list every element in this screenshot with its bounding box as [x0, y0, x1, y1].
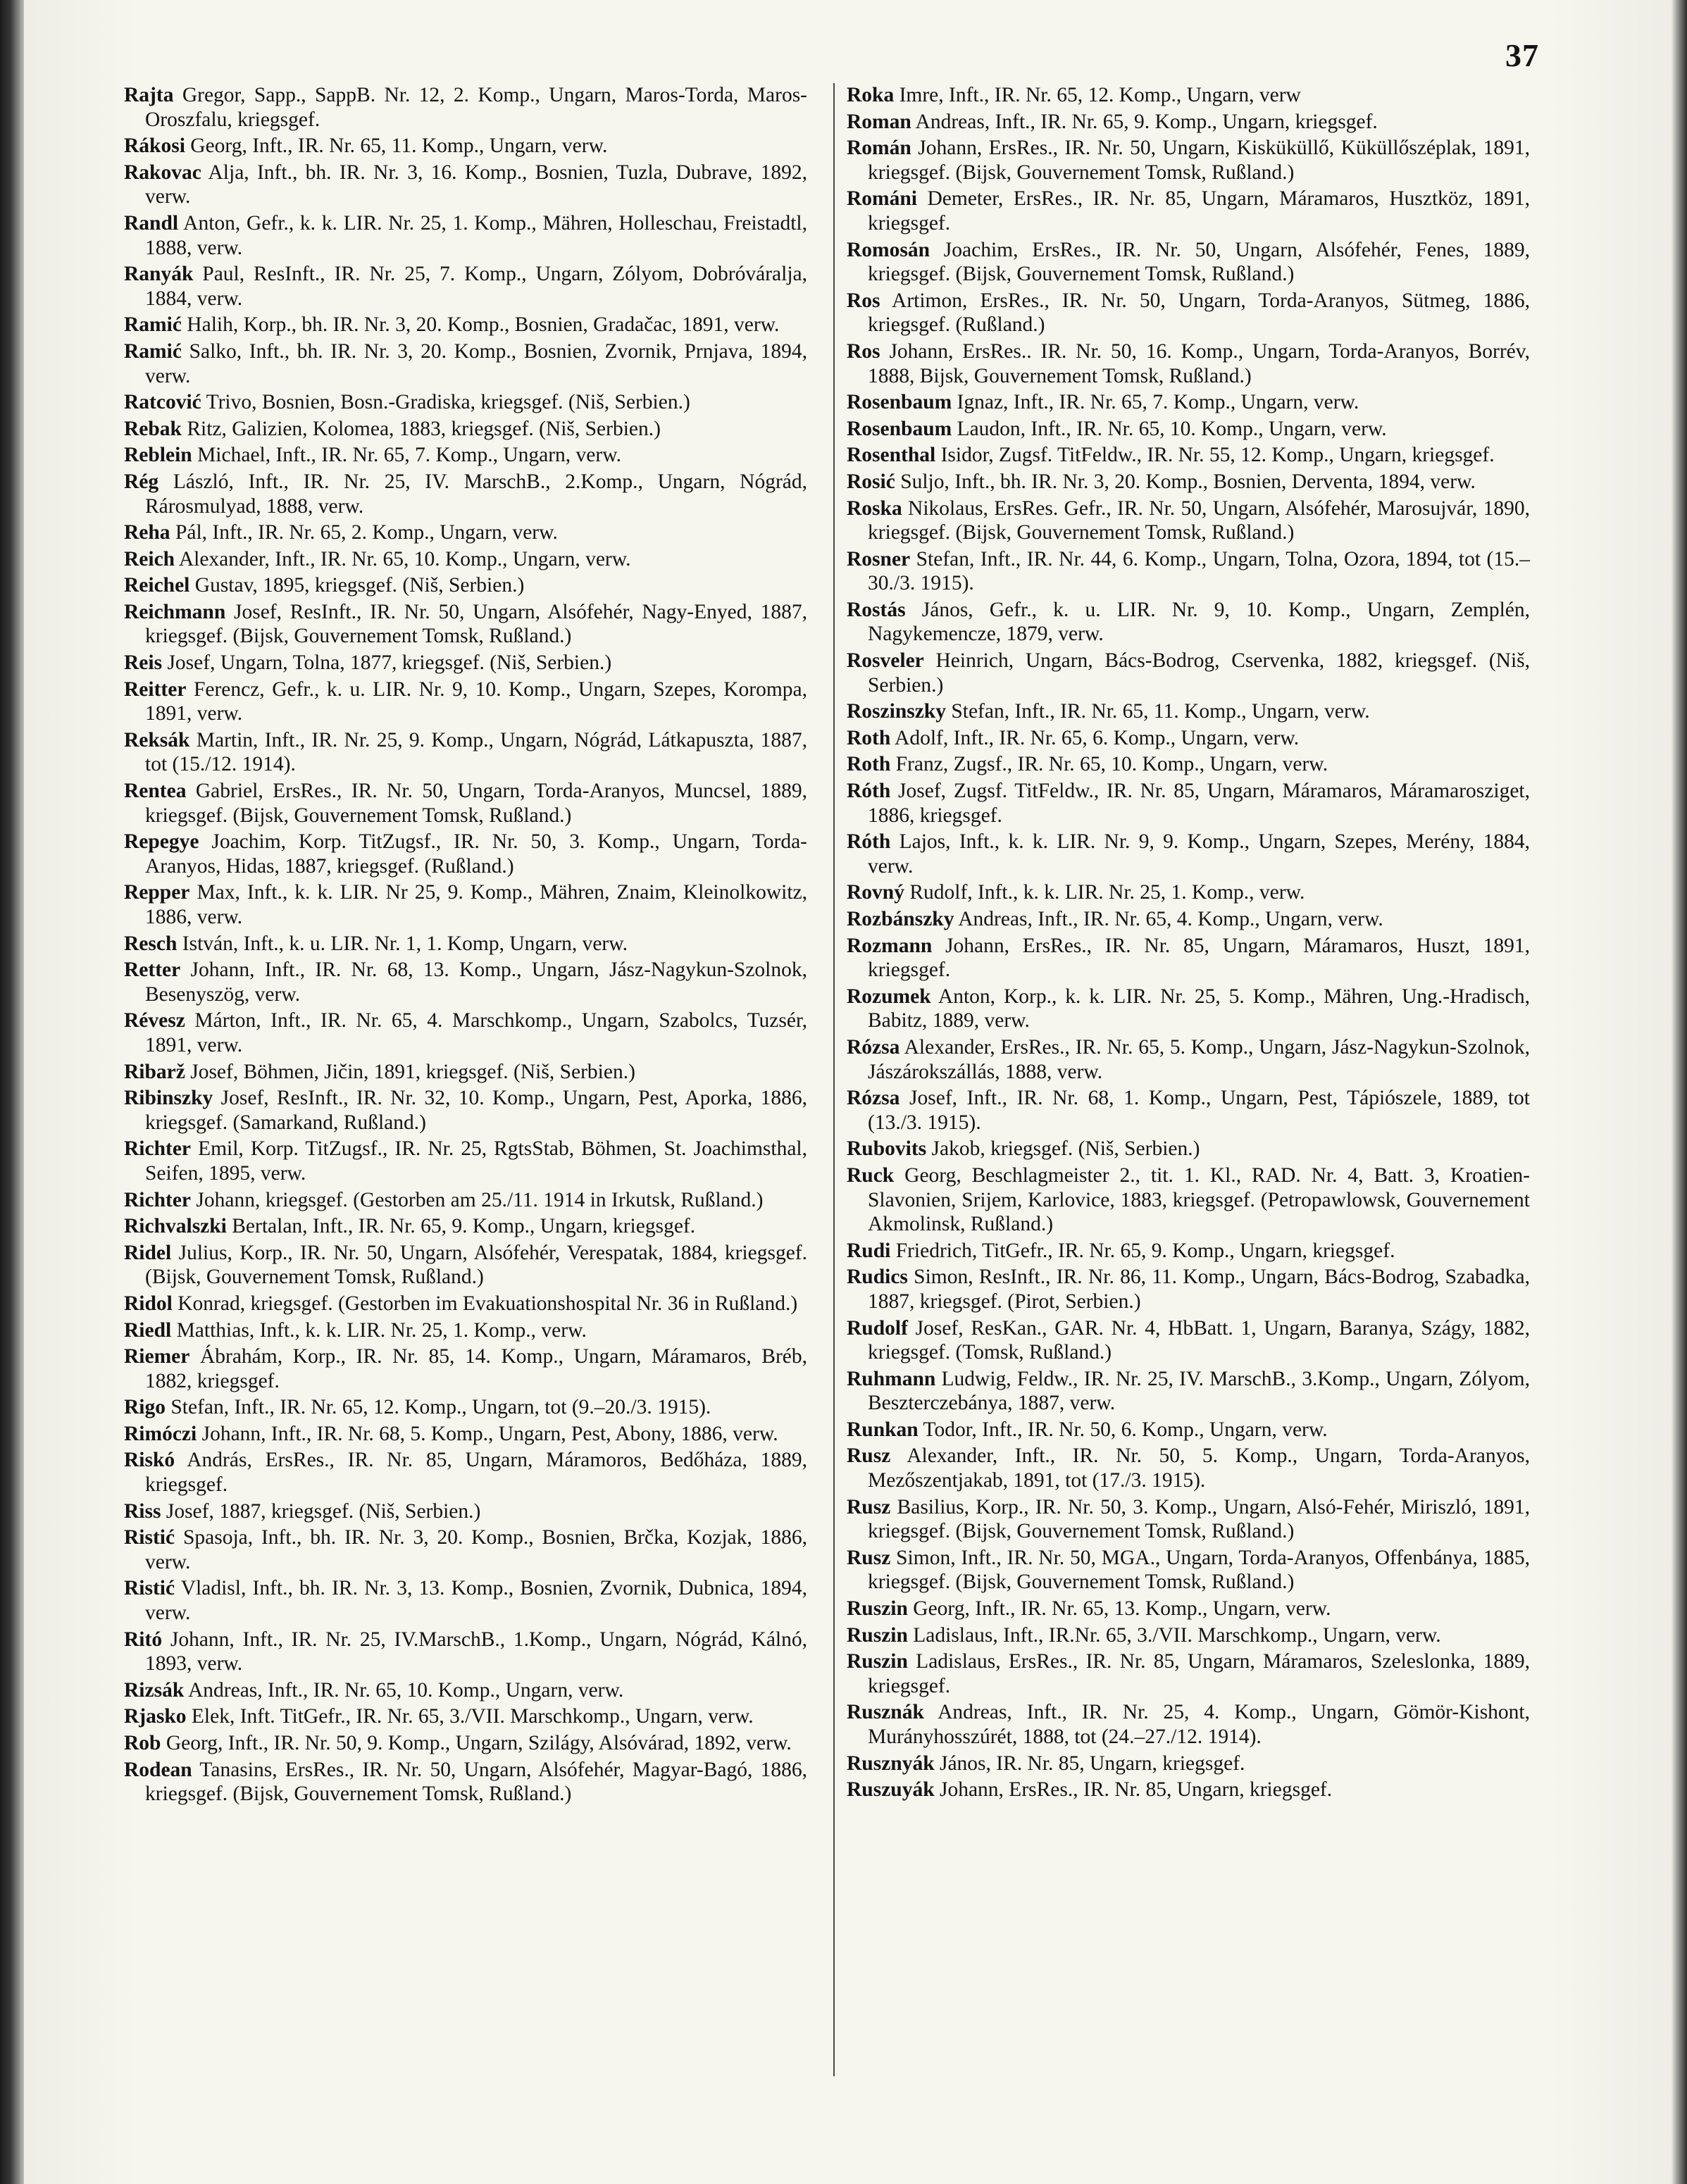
entry-surname: Rebak: [124, 417, 182, 440]
register-entry: [847, 83, 1530, 108]
entry-surname: Ramić: [124, 313, 182, 337]
entry-surname: Rosenthal: [847, 444, 936, 467]
entry-details: Artimon, ErsRes., IR. Nr. 50, Ungarn, Torda-Aranyos, Sütmeg, 1886, kriegsgef. (Rußland.): [868, 289, 1530, 337]
register-entry: [847, 1752, 1530, 1776]
register-entry: [847, 726, 1530, 751]
register-entry: [124, 1499, 807, 1524]
register-entry: [847, 1700, 1530, 1749]
entry-details: Max, Inft., k. k. LIR. Nr 25, 9. Komp., Mähren, Znaim, Kleinolkowitz, 1886, verw.: [145, 881, 807, 928]
entry-surname: Rosveler: [847, 649, 924, 673]
entry-surname: Romosán: [847, 238, 930, 261]
register-entry: [847, 1239, 1530, 1263]
register-entry: [124, 1395, 807, 1420]
entry-details: Heinrich, Ungarn, Bács-Bodrog, Cservenka, 1882, kriegsgef. (Niš, Serbien.): [868, 649, 1530, 697]
entry-details: Halih, Korp., bh. IR. Nr. 3, 20. Komp., Bosnien, Gradačac, 1891, verw.: [181, 313, 780, 337]
register-entry: [847, 1546, 1530, 1595]
entry-surname: Rodean: [124, 1758, 192, 1781]
entry-details: Gabriel, ErsRes., IR. Nr. 50, Ungarn, Torda-Aranyos, Muncsel, 1889, kriegsgef. (Bijsk, Gouvernement Tomsk, Rußland.): [145, 780, 807, 827]
entry-details: Johann, Inft., IR. Nr. 68, 5. Komp., Ungarn, Pest, Abony, 1886, verw.: [197, 1422, 778, 1445]
register-entry: [847, 1265, 1530, 1313]
register-entry: [124, 600, 807, 649]
entry-details: Basilius, Korp., IR. Nr. 50, 3. Komp., Ungarn, Alsó-Fehér, Miriszló, 1891, kriegsgef. (Bijsk, Gouvernement Tomsk, Rußland.): [868, 1495, 1530, 1543]
entry-details: Nikolaus, ErsRes. Gefr., IR. Nr. 50, Ungarn, Alsófehér, Marosujvár, 1890, kriegsgef. (Bijsk, Gouvernement Tomsk, Rußland.): [868, 497, 1530, 544]
entry-surname: Reitter: [124, 678, 187, 701]
register-entry: [847, 187, 1530, 235]
register-entry: [124, 1678, 807, 1703]
scan-edge-left: [0, 0, 24, 2184]
entry-details: Paul, ResInft., IR. Nr. 25, 7. Komp., Ungarn, Zólyom, Dobróváralja, 1884, verw.: [145, 263, 807, 310]
register-entry: [124, 1448, 807, 1497]
register-entry: [847, 547, 1530, 596]
register-entry: [124, 1188, 807, 1213]
entry-details: Bertalan, Inft., IR. Nr. 65, 9. Komp., Ungarn, kriegsgef.: [226, 1215, 696, 1238]
entry-details: Ferencz, Gefr., k. u. LIR. Nr. 9, 10. Komp., Ungarn, Szepes, Korompa, 1891, verw.: [145, 678, 807, 725]
entry-surname: Ruszin: [847, 1623, 908, 1647]
register-entry: [847, 1035, 1530, 1084]
entry-details: Joachim, ErsRes., IR. Nr. 50, Ungarn, Alsófehér, Fenes, 1889, kriegsgef. (Bijsk, Gouvernement Tomsk, Rußland.): [868, 238, 1530, 286]
entry-surname: Ridol: [124, 1292, 173, 1315]
register-entry: [847, 1418, 1530, 1442]
entry-surname: Roth: [847, 753, 891, 776]
entry-details: Konrad, kriegsgef. (Gestorben im Evakuationshospital Nr. 36 in Rußland.): [172, 1292, 798, 1315]
entry-details: Rudolf, Inft., k. k. LIR. Nr. 25, 1. Komp., verw.: [904, 881, 1305, 904]
entry-details: Johann, Inft., IR. Nr. 68, 13. Komp., Ungarn, Jász-Nagykun-Szolnok, Besenyszög, verw.: [145, 959, 807, 1006]
entry-details: Stefan, Inft., IR. Nr. 44, 6. Komp., Ungarn, Tolna, Ozora, 1894, tot (15.–30./3. 1915).: [868, 547, 1530, 595]
entry-surname: Rjasko: [124, 1705, 187, 1728]
entry-details: Josef, Böhmen, Jičin, 1891, kriegsgef. (Niš, Serbien.): [185, 1060, 635, 1083]
entry-details: Márton, Inft., IR. Nr. 65, 4. Marschkomp., Ungarn, Szabolcs, Tuzsér, 1891, verw.: [145, 1009, 807, 1056]
entry-surname: Repegye: [124, 830, 199, 854]
entry-details: Elek, Inft. TitGefr., IR. Nr. 65, 3./VII. Marschkomp., Ungarn, verw.: [186, 1705, 754, 1728]
register-entry: [124, 1318, 807, 1343]
entry-details: László, Inft., IR. Nr. 25, IV. MarschB., 2.Komp., Ungarn, Nógrád, Rárosmulyad, 1888, verw.: [145, 470, 807, 518]
entry-details: Alja, Inft., bh. IR. Nr. 3, 16. Komp., Bosnien, Tuzla, Dubrave, 1892, verw.: [145, 161, 807, 208]
entry-details: János, Gefr., k. u. LIR. Nr. 9, 10. Komp., Ungarn, Zemplén, Nagykemencze, 1879, verw.: [868, 598, 1530, 646]
register-entry: [124, 470, 807, 518]
register-entry: [847, 238, 1530, 287]
register-entry: [847, 752, 1530, 777]
entry-surname: Ribarž: [124, 1060, 185, 1083]
register-entry: [847, 417, 1530, 442]
entry-details: Emil, Korp. TitZugsf., IR. Nr. 25, RgtsStab, Böhmen, St. Joachimsthal, Seifen, 1895, verw.: [145, 1137, 807, 1185]
entry-surname: Riedl: [124, 1318, 172, 1342]
entry-surname: Ristić: [124, 1577, 175, 1600]
entry-surname: Róth: [847, 780, 891, 803]
entry-surname: Ramić: [124, 339, 182, 363]
entry-details: Michael, Inft., IR. Nr. 65, 7. Komp., Ungarn, verw.: [192, 444, 621, 467]
register-entry: [847, 779, 1530, 828]
entry-details: Lajos, Inft., k. k. LIR. Nr. 9, 9. Komp., Ungarn, Szepes, Merény, 1884, verw.: [868, 830, 1530, 878]
register-entry: [124, 520, 807, 545]
entry-surname: Rusznyák: [847, 1752, 935, 1775]
entry-details: Josef, 1887, kriegsgef. (Niš, Serbien.): [161, 1499, 481, 1523]
entry-details: Alexander, ErsRes., IR. Nr. 65, 5. Komp., Ungarn, Jász-Nagykun-Szolnok, Jászárokszállás, 1888, verw.: [868, 1035, 1530, 1083]
entry-surname: Rudi: [847, 1239, 891, 1262]
entry-details: Johann, ErsRes., IR. Nr. 50, Ungarn, Kisküküllő, Küküllőszéplak, 1891, kriegsgef. (Bijsk, Gouvernement Tomsk, Rußland.): [868, 137, 1530, 184]
register-entry: [847, 1495, 1530, 1544]
entry-surname: Rusz: [847, 1444, 891, 1468]
entry-surname: Rózsa: [847, 1035, 900, 1059]
entry-details: Salko, Inft., bh. IR. Nr. 3, 20. Komp., Bosnien, Zvornik, Prnjava, 1894, verw.: [145, 339, 807, 387]
register-entry: [124, 678, 807, 726]
register-entry: [124, 1292, 807, 1316]
entry-details: Trivo, Bosnien, Bosn.-Gradiska, kriegsgef. (Niš, Serbien.): [201, 391, 690, 414]
register-entry: [847, 880, 1530, 905]
entry-details: Julius, Korp., IR. Nr. 50, Ungarn, Alsófehér, Verespatak, 1884, kriegsgef. (Bijsk, Gouvernement Tomsk, Rußland.): [145, 1241, 807, 1289]
entry-surname: Roszinszky: [847, 700, 946, 723]
entry-details: Matthias, Inft., k. k. LIR. Nr. 25, 1. Komp., verw.: [171, 1318, 587, 1342]
entry-details: István, Inft., k. u. LIR. Nr. 1, 1. Komp, Ungarn, verw.: [177, 932, 628, 955]
entry-details: Pál, Inft., IR. Nr. 65, 2. Komp., Ungarn, verw.: [170, 521, 558, 544]
entry-surname: Ruszuyák: [847, 1778, 935, 1802]
entry-details: Johann, ErsRes.. IR. Nr. 50, 16. Komp., Ungarn, Torda-Aranyos, Borrév, 1888, Bijsk, Gouvernement Tomsk, Rußland.): [868, 339, 1530, 387]
register-entry: [124, 1060, 807, 1085]
entry-details: Ritz, Galizien, Kolomea, 1883, kriegsgef. (Niš, Serbien.): [181, 417, 661, 440]
entry-surname: Rusz: [847, 1495, 891, 1518]
register-entry: [847, 699, 1530, 724]
entry-surname: Riss: [124, 1499, 161, 1523]
entry-surname: Rákosi: [124, 135, 185, 158]
entry-surname: Riskó: [124, 1449, 175, 1472]
entry-surname: Rosner: [847, 547, 911, 570]
entry-surname: Rigo: [124, 1396, 166, 1419]
entry-details: Alexander, Inft., IR. Nr. 50, 5. Komp., Ungarn, Torda-Aranyos, Mezőszentjakab, 1891, tot (17./3. 1915).: [868, 1444, 1530, 1492]
register-entry: [124, 134, 807, 158]
register-entry: [124, 958, 807, 1006]
register-entry: [124, 1731, 807, 1756]
register-entry: [847, 339, 1530, 388]
register-entry: [124, 339, 807, 388]
entry-surname: Rajta: [124, 84, 174, 106]
entry-surname: Ros: [847, 289, 880, 312]
entry-surname: Rozbánszky: [847, 908, 954, 930]
entry-details: Johann, ErsRes., IR. Nr. 85, Ungarn, Máramaros, Huszt, 1891, kriegsgef.: [868, 934, 1530, 982]
entry-details: Jakob, kriegsgef. (Niš, Serbien.): [926, 1137, 1200, 1161]
entry-surname: Rég: [124, 470, 159, 493]
entry-details: Andreas, Inft., IR. Nr. 65, 9. Komp., Ungarn, kriegsgef.: [911, 110, 1378, 133]
register-entry: [124, 1758, 807, 1807]
entry-surname: Rudolf: [847, 1316, 908, 1340]
register-entry: [124, 417, 807, 442]
entry-details: Laudon, Inft., IR. Nr. 65, 10. Komp., Ungarn, verw.: [952, 417, 1387, 440]
entry-details: Josef, Zugsf. TitFeldw., IR. Nr. 85, Ungarn, Máramaros, Máramarosziget, 1886, kriegsgef.: [868, 780, 1530, 827]
entry-surname: Ranyák: [124, 263, 194, 286]
entry-details: Friedrich, TitGefr., IR. Nr. 65, 9. Komp., Ungarn, kriegsgef.: [890, 1239, 1395, 1262]
entry-details: Ignaz, Inft., IR. Nr. 65, 7. Komp., Ungarn, verw.: [952, 391, 1359, 414]
entry-surname: Rozmann: [847, 934, 933, 957]
register-entry: [124, 932, 807, 956]
entry-surname: Reblein: [124, 444, 192, 467]
register-entry: [124, 1576, 807, 1625]
register-entry: [847, 390, 1530, 415]
entry-details: Gustav, 1895, kriegsgef. (Niš, Serbien.): [189, 574, 525, 597]
register-entry: [124, 1009, 807, 1057]
entry-surname: Reksák: [124, 728, 190, 751]
entry-surname: Reich: [124, 547, 175, 570]
entry-details: Isidor, Zugsf. TitFeldw., IR. Nr. 55, 12. Komp., Ungarn, kriegsgef.: [935, 444, 1495, 467]
entry-surname: Ruhmann: [847, 1367, 936, 1390]
entry-surname: Roman: [847, 110, 911, 133]
entry-details: Andreas, Inft., IR. Nr. 25, 4. Komp., Ungarn, Gömör-Kishont, Murányhosszúrét, 1888, tot (24.–27./12. 1914).: [868, 1701, 1530, 1748]
register-entry: [847, 1316, 1530, 1365]
entry-surname: Rentea: [124, 780, 187, 803]
entry-details: Ladislaus, Inft., IR.Nr. 65, 3./VII. Marschkomp., Ungarn, verw.: [907, 1623, 1441, 1647]
register-entry: [847, 497, 1530, 545]
entry-details: Franz, Zugsf., IR. Nr. 65, 10. Komp., Ungarn, verw.: [890, 753, 1328, 776]
entry-details: Imre, Inft., IR. Nr. 65, 12. Komp., Ungarn, verw: [894, 84, 1301, 106]
entry-surname: Ratcović: [124, 391, 201, 414]
entry-surname: Rudics: [847, 1266, 908, 1289]
entry-details: Simon, ResInft., IR. Nr. 86, 11. Komp., Ungarn, Bács-Bodrog, Szabadka, 1887, kriegsgef. (Pirot, Serbien.): [868, 1266, 1530, 1313]
entry-surname: Rosenbaum: [847, 417, 952, 440]
entry-surname: Randl: [124, 211, 179, 235]
entry-details: Johann, kriegsgef. (Gestorben am 25./11. 1914 in Irkutsk, Rußland.): [191, 1188, 764, 1211]
entry-surname: Richter: [124, 1137, 192, 1161]
entry-surname: Rosić: [847, 470, 895, 493]
entry-details: Andreas, Inft., IR. Nr. 65, 10. Komp., Ungarn, verw.: [184, 1678, 624, 1702]
entry-details: Tanasins, ErsRes., IR. Nr. 50, Ungarn, Alsófehér, Magyar-Bagó, 1886, kriegsgef. (Bijsk, Gouvernement Tomsk, Rußland.): [145, 1758, 807, 1806]
register-entry: [124, 1086, 807, 1135]
entry-surname: Román: [847, 137, 911, 160]
entry-surname: Ritó: [124, 1628, 163, 1651]
register-entry: [124, 390, 807, 415]
register-entry: [124, 1704, 807, 1729]
entry-details: Stefan, Inft., IR. Nr. 65, 12. Komp., Ungarn, tot (9.–20./3. 1915).: [166, 1396, 711, 1419]
register-entry: [847, 598, 1530, 647]
entry-surname: Rózsa: [847, 1087, 900, 1110]
register-entry: [847, 1623, 1530, 1648]
entry-details: Joachim, Korp. TitZugsf., IR. Nr. 50, 3. Komp., Ungarn, Torda-Aranyos, Hidas, 1887, kriegsgef. (Rußland.): [145, 830, 807, 878]
entry-surname: Ridel: [124, 1241, 172, 1264]
entry-details: Adolf, Inft., IR. Nr. 65, 6. Komp., Ungarn, verw.: [890, 726, 1300, 749]
register-entry: [847, 1086, 1530, 1135]
register-entry: [124, 573, 807, 598]
entry-surname: Rizsák: [124, 1678, 185, 1702]
entry-details: Gregor, Sapp., SappB. Nr. 12, 2. Komp., Ungarn, Maros-Torda, Maros-Oroszfalu, kriegsgef.: [145, 84, 807, 131]
register-entry: [124, 728, 807, 777]
register-entry: [124, 880, 807, 929]
register-entry: [847, 1444, 1530, 1492]
entry-details: Suljo, Inft., bh. IR. Nr. 3, 20. Komp., Bosnien, Derventa, 1894, verw.: [895, 470, 1476, 493]
entry-surname: Rosenbaum: [847, 391, 952, 414]
register-entry: [847, 1778, 1530, 1802]
page-number: 37: [1505, 37, 1539, 73]
register-entry: [847, 830, 1530, 878]
register-entry: [847, 470, 1530, 494]
entry-details: Anton, Korp., k. k. LIR. Nr. 25, 5. Komp., Mähren, Ung.-Hradisch, Babitz, 1889, verw.: [868, 985, 1530, 1032]
register-entry: [847, 907, 1530, 932]
entry-details: Anton, Gefr., k. k. LIR. Nr. 25, 1. Komp., Mähren, Holleschau, Freistadtl, 1888, verw.: [145, 211, 807, 259]
register-entry: [124, 1214, 807, 1239]
register-entry: [847, 110, 1530, 135]
register-entry: [124, 313, 807, 337]
entry-details: Georg, Beschlagmeister 2., tit. 1. Kl., RAD. Nr. 4, Batt. 3, Kroatien-Slavonien, Srijem, Karlovice, 1883, kriegsgef. (Petropawlowsk, Gouvernement Akmolinsk, Rußland.): [868, 1163, 1530, 1236]
entry-details: Ladislaus, ErsRes., IR. Nr. 85, Ungarn, Máramaros, Szeleslonka, 1889, kriegsgef.: [868, 1650, 1530, 1697]
entry-details: Josef, Inft., IR. Nr. 68, 1. Komp., Ungarn, Pest, Tápiószele, 1889, tot (13./3. 1915).: [868, 1087, 1530, 1134]
entry-details: Georg, Inft., IR. Nr. 65, 13. Komp., Ungarn, verw.: [907, 1597, 1331, 1621]
entry-surname: Ruszin: [847, 1650, 908, 1673]
entry-surname: Románi: [847, 187, 917, 211]
register-entry: [847, 443, 1530, 468]
register-entry: [124, 1422, 807, 1447]
column-divider: [833, 83, 835, 2076]
entry-details: János, IR. Nr. 85, Ungarn, kriegsgef.: [934, 1752, 1245, 1775]
entry-surname: Ribinszky: [124, 1087, 213, 1110]
entry-surname: Reichel: [124, 574, 190, 597]
entry-surname: Rakovac: [124, 161, 201, 184]
entry-surname: Repper: [124, 881, 190, 904]
entry-surname: Rubovits: [847, 1137, 927, 1161]
entry-surname: Rozumek: [847, 985, 931, 1008]
register-entry: [847, 289, 1530, 337]
entry-surname: Ristić: [124, 1526, 175, 1549]
register-entry: [847, 1367, 1530, 1416]
register-entry: [124, 547, 807, 572]
entry-surname: Richvalszki: [124, 1215, 227, 1238]
left-column: [124, 83, 807, 1809]
entry-details: Josef, ResInft., IR. Nr. 32, 10. Komp., Ungarn, Pest, Aporka, 1886, kriegsgef. (Samarkand, Rußland.): [145, 1087, 807, 1134]
entry-surname: Richter: [124, 1188, 192, 1211]
entry-details: Martin, Inft., IR. Nr. 25, 9. Komp., Ungarn, Nógrád, Látkapuszta, 1887, tot (15./12. 1914).: [145, 728, 807, 776]
register-entry: [124, 262, 807, 311]
entry-surname: Róth: [847, 830, 891, 854]
register-entry: [847, 649, 1530, 697]
register-entry: [847, 985, 1530, 1033]
entry-surname: Roth: [847, 726, 891, 749]
scan-edge-right: [1672, 0, 1687, 2184]
register-entry: [124, 1525, 807, 1574]
entry-surname: Reichmann: [124, 600, 226, 623]
entry-surname: Roka: [847, 84, 895, 106]
register-entry: [847, 1597, 1530, 1621]
entry-details: Josef, ResInft., IR. Nr. 50, Ungarn, Alsófehér, Nagy-Enyed, 1887, kriegsgef. (Bijsk, Gouvernement Tomsk, Rußland.): [145, 600, 807, 648]
entry-details: András, ErsRes., IR. Nr. 85, Ungarn, Máramoros, Bedőháza, 1889, kriegsgef.: [145, 1449, 807, 1497]
entry-surname: Révesz: [124, 1009, 185, 1032]
entry-surname: Reha: [124, 521, 170, 544]
register-entry: [124, 83, 807, 132]
entry-surname: Ros: [847, 339, 880, 363]
entry-surname: Resch: [124, 932, 178, 955]
entry-details: Todor, Inft., IR. Nr. 50, 6. Komp., Ungarn, verw.: [918, 1418, 1328, 1441]
entry-details: Johann, Inft., IR. Nr. 25, IV.MarschB., 1.Komp., Ungarn, Nógrád, Kálnó, 1893, verw.: [145, 1628, 807, 1676]
entry-surname: Runkan: [847, 1418, 919, 1441]
register-entry: [124, 1628, 807, 1676]
entry-details: Simon, Inft., IR. Nr. 50, MGA., Ungarn, Torda-Aranyos, Offenbánya, 1885, kriegsgef. (Bijsk, Gouvernement Tomsk, Rußland.): [868, 1546, 1530, 1594]
register-entry: [847, 934, 1530, 982]
register-entry: [847, 136, 1530, 185]
entry-surname: Riemer: [124, 1345, 190, 1368]
entry-surname: Rusznák: [847, 1701, 924, 1724]
entry-details: Stefan, Inft., IR. Nr. 65, 11. Komp., Ungarn, verw.: [945, 700, 1370, 723]
entry-surname: Ruck: [847, 1163, 895, 1187]
entry-details: Josef, Ungarn, Tolna, 1877, kriegsgef. (Niš, Serbien.): [162, 651, 612, 675]
register-entry: [124, 443, 807, 468]
entry-details: Johann, ErsRes., IR. Nr. 85, Ungarn, kriegsgef.: [934, 1778, 1333, 1802]
register-entry: [847, 1163, 1530, 1237]
entry-details: Alexander, Inft., IR. Nr. 65, 10. Komp., Ungarn, verw.: [175, 547, 631, 570]
entry-surname: Rostás: [847, 598, 906, 621]
entry-surname: Rusz: [847, 1546, 891, 1569]
register-entry: [124, 1344, 807, 1393]
register-entry: [124, 779, 807, 828]
entry-details: Demeter, ErsRes., IR. Nr. 85, Ungarn, Máramaros, Husztköz, 1891, kriegsgef.: [868, 187, 1530, 235]
register-entry: [124, 1241, 807, 1290]
entry-details: Georg, Inft., IR. Nr. 65, 11. Komp., Ungarn, verw.: [185, 135, 608, 158]
register-entry: [847, 1649, 1530, 1698]
register-entry: [124, 161, 807, 209]
register-entry: [847, 1137, 1530, 1161]
entry-surname: Reis: [124, 651, 163, 675]
entry-surname: Roska: [847, 497, 902, 520]
entry-surname: Rimóczi: [124, 1422, 197, 1445]
entry-surname: Retter: [124, 959, 181, 982]
register-entry: [124, 211, 807, 260]
entry-details: Vladisl, Inft., bh. IR. Nr. 3, 13. Komp., Bosnien, Zvornik, Dubnica, 1894, verw.: [145, 1577, 807, 1625]
entry-details: Spasoja, Inft., bh. IR. Nr. 3, 20. Komp., Bosnien, Brčka, Kozjak, 1886, verw.: [145, 1526, 807, 1573]
entry-details: Ludwig, Feldw., IR. Nr. 25, IV. MarschB., 3.Komp., Ungarn, Zólyom, Beszterczebánya, 1887, verw.: [868, 1367, 1530, 1415]
entry-details: Josef, ResKan., GAR. Nr. 4, HbBatt. 1, Ungarn, Baranya, Szágy, 1882, kriegsgef. (Tomsk, Rußland.): [868, 1316, 1530, 1364]
entry-details: Andreas, Inft., IR. Nr. 65, 4. Komp., Ungarn, verw.: [954, 908, 1383, 930]
register-entry: [124, 830, 807, 878]
entry-surname: Rob: [124, 1732, 161, 1754]
register-entry: [124, 651, 807, 675]
register-entry: [124, 1137, 807, 1185]
entry-surname: Rovný: [847, 881, 904, 904]
entry-details: Ábrahám, Korp., IR. Nr. 85, 14. Komp., Ungarn, Máramaros, Bréb, 1882, kriegsgef.: [145, 1345, 807, 1392]
right-column: [847, 83, 1530, 1804]
entry-surname: Ruszin: [847, 1597, 908, 1621]
entry-details: Georg, Inft., IR. Nr. 50, 9. Komp., Ungarn, Szilágy, Alsóvárad, 1892, verw.: [161, 1732, 792, 1754]
